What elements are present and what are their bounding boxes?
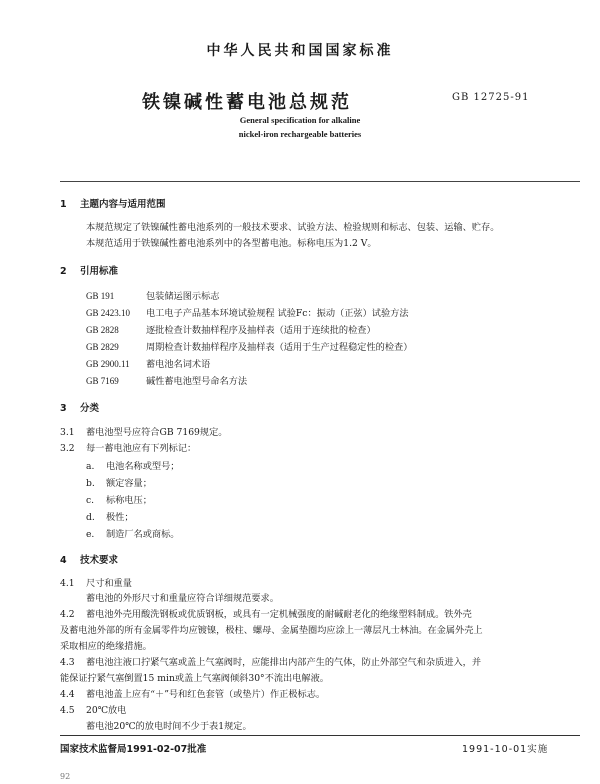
section-3-number: 3 <box>60 403 67 414</box>
reference-item: GB 7169 碱性蓄电池型号命名方法 <box>86 376 248 387</box>
reference-item: GB 2829 周期检查计数抽样程序及抽样表（适用于生产过程稳定性的检查） <box>86 342 413 353</box>
section-3-title: 分类 <box>80 403 100 414</box>
clause-4-3-line-2: 能保证拧紧气塞倒置15 min或盖上气塞阀倾斜30°不流出电解液。 <box>60 673 329 684</box>
reference-item: GB 2423.10 电工电子产品基本环境试验规程 试验Fc：振动（正弦）试验方法 <box>86 308 409 319</box>
clause-3-1: 3.1 蓄电池型号应符合GB 7169规定。 <box>60 427 228 438</box>
marking-item: c. 标称电压； <box>86 495 152 506</box>
marking-item: a. 电池名称或型号； <box>86 461 180 472</box>
standard-banner: 中华人民共和国国家标准 <box>206 43 394 59</box>
clause-4-4: 4.4 蓄电池盖上应有“＋”号和红色套管（或垫片）作正极标志。 <box>60 689 326 700</box>
approval-date: 国家技术监督局1991-02-07批准 <box>60 744 207 755</box>
english-title-line-2: nickel-iron rechargeable batteries <box>238 129 362 139</box>
clause-4-1-text: 蓄电池的外形尺寸和重量应符合详细规范要求。 <box>86 593 279 604</box>
section-2-heading <box>60 263 118 277</box>
clause-4-5: 4.5 20℃放电 <box>60 705 127 716</box>
section-4-title: 技术要求 <box>80 555 119 566</box>
section-2-title: 引用标准 <box>80 266 119 277</box>
clause-3-2: 3.2 每一蓄电池应有下列标记： <box>60 443 197 454</box>
marking-item: d. 极性； <box>86 512 134 523</box>
clause-4-2-line-2: 及蓄电池外部的所有金属零件均应镀镍，极柱、螺母、金属垫圈均应涂上一薄层凡士林油。在金属外壳上 <box>60 625 483 636</box>
section-1-number: 1 <box>60 199 67 210</box>
header-divider <box>60 181 580 182</box>
clause-4-2: 4.2 蓄电池外壳用酸洗钢板或优质钢板，或具有一定机械强度的耐碱耐老化的绝缘塑料制成。铁外壳 <box>60 609 472 620</box>
section-1-heading <box>60 196 166 210</box>
marking-item: e. 制造厂名或商标。 <box>86 529 180 540</box>
section-4-number: 4 <box>60 555 67 566</box>
english-title-line-1: General specification for alkaline <box>239 115 361 125</box>
implementation-date: 1991-10-01实施 <box>462 744 549 755</box>
clause-4-1: 4.1 尺寸和重量 <box>60 578 132 589</box>
standard-number: GB 12725-91 <box>452 92 530 103</box>
section-1-paragraph-2: 本规范适用于铁镍碱性蓄电池系列中的各型蓄电池。标称电压为1.2 V。 <box>86 238 377 249</box>
clause-4-2-line-3: 采取相应的绝缘措施。 <box>60 641 152 652</box>
section-3-heading <box>60 400 99 414</box>
page-number: 92 <box>60 772 71 781</box>
reference-item: GB 2828 逐批检查计数抽样程序及抽样表（适用于连续批的检查） <box>86 325 376 336</box>
section-1-paragraph-1: 本规范规定了铁镍碱性蓄电池系列的一般技术要求、试验方法、检验规则和标志、包装、运输、贮存。 <box>86 222 500 233</box>
document-title: 铁镍碱性蓄电池总规范 <box>142 92 352 113</box>
section-1-title: 主题内容与适用范围 <box>80 199 166 210</box>
marking-item: b. 额定容量； <box>86 478 152 489</box>
section-2-number: 2 <box>60 266 67 277</box>
reference-item: GB 191 包装储运图示标志 <box>86 291 220 302</box>
section-4-heading <box>60 552 118 566</box>
footer-divider <box>60 735 580 736</box>
reference-item: GB 2900.11 蓄电池名词术语 <box>86 359 211 370</box>
clause-4-3: 4.3 蓄电池注液口拧紧气塞或盖上气塞阀时，应能排出内部产生的气体，防止外部空气和杂质进入，并 <box>60 657 482 668</box>
clause-4-5-text: 蓄电池20℃的放电时间不少于表1规定。 <box>86 721 252 732</box>
